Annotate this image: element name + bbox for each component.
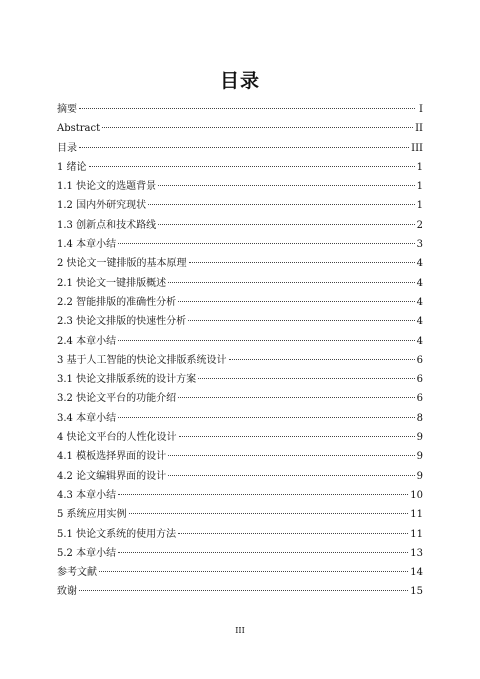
toc-entry-page: II: [415, 123, 423, 135]
toc-entry-page: 10: [410, 489, 423, 501]
toc-entry-page: 4: [416, 258, 423, 270]
dot-leader: [179, 436, 415, 437]
toc-entry-page: 4: [416, 277, 423, 289]
toc-entry-label: 3.4 本章小结: [57, 412, 117, 424]
dot-leader: [129, 513, 409, 514]
toc-entry-label: 3.2 快论文平台的功能介绍: [57, 393, 177, 405]
toc-entry-label: 2.3 快论文排版的快速性分析: [57, 316, 187, 328]
toc-entry-label: 3.1 快论文排版系统的设计方案: [57, 374, 197, 386]
dot-leader: [148, 204, 415, 205]
toc-entry-page: 11: [410, 528, 423, 540]
toc-entry-page: 1: [416, 200, 423, 212]
toc-entry-label: 1 绪论: [57, 161, 87, 173]
dot-leader: [198, 378, 415, 379]
toc-entry[interactable]: [57, 139, 423, 158]
toc-entry[interactable]: [57, 370, 423, 389]
toc-entry[interactable]: [57, 486, 423, 505]
toc-entry[interactable]: [57, 100, 423, 119]
toc-entry[interactable]: [57, 389, 423, 408]
toc-entry[interactable]: [57, 254, 423, 273]
dot-leader: [102, 127, 413, 128]
toc-entry-label: 1.3 创新点和技术路线: [57, 219, 157, 231]
toc-entry-page: 3: [416, 239, 423, 251]
toc-entry[interactable]: [57, 216, 423, 235]
toc-entry-page: 8: [416, 412, 423, 424]
dot-leader: [188, 320, 415, 321]
toc-entry-label: 1.2 国内外研究现状: [57, 200, 147, 212]
dot-leader: [79, 108, 415, 109]
toc-entry[interactable]: [57, 428, 423, 447]
toc-entry-label: 5 系统应用实例: [57, 509, 127, 521]
toc-entry-label: 4 快论文平台的人性化设计: [57, 432, 177, 444]
toc-entry-label: 4.2 论文编辑界面的设计: [57, 470, 167, 482]
toc-entry-label: 2.4 本章小结: [57, 335, 117, 347]
toc-entry-page: 14: [410, 567, 423, 579]
toc-entry-label: Abstract: [57, 123, 101, 135]
toc-entry[interactable]: [57, 119, 423, 138]
toc-entry-page: 1: [416, 161, 423, 173]
toc-entry-page: 4: [416, 335, 423, 347]
toc-entry[interactable]: [57, 467, 423, 486]
dot-leader: [229, 359, 415, 360]
toc-entry[interactable]: [57, 274, 423, 293]
dot-leader: [79, 590, 408, 591]
toc-entry[interactable]: [57, 351, 423, 370]
toc-entry[interactable]: [57, 158, 423, 177]
toc-entry-page: III: [411, 142, 423, 154]
dot-leader: [178, 397, 415, 398]
toc-entry-page: 6: [416, 393, 423, 405]
toc-entry[interactable]: [57, 312, 423, 331]
toc-entry-label: 致谢: [57, 586, 77, 598]
toc-entry-page: 1: [416, 181, 423, 193]
toc-entry[interactable]: [57, 196, 423, 215]
toc-entry-label: 摘要: [57, 104, 77, 115]
toc-entry-page: 9: [416, 451, 423, 463]
toc-entry-page: I: [419, 104, 423, 115]
toc-entry-page: 9: [416, 470, 423, 482]
toc-entry[interactable]: [57, 505, 423, 524]
toc-entry[interactable]: [57, 447, 423, 466]
table-of-contents: [57, 100, 423, 602]
toc-entry-page: 11: [410, 509, 423, 521]
toc-entry-page: 2: [416, 219, 423, 231]
toc-entry[interactable]: [57, 582, 423, 601]
dot-leader: [168, 455, 415, 456]
toc-entry-label: 3 基于人工智能的快论文排版系统设计: [57, 354, 227, 366]
toc-entry-label: 目录: [57, 142, 77, 154]
dot-leader: [158, 224, 415, 225]
dot-leader: [168, 282, 415, 283]
page-title: 目录: [219, 70, 260, 92]
toc-entry-label: 4.1 模板选择界面的设计: [57, 451, 167, 463]
dot-leader: [79, 147, 409, 148]
toc-entry-page: 15: [410, 586, 423, 598]
dot-leader: [118, 243, 415, 244]
dot-leader: [158, 185, 415, 186]
dot-leader: [118, 494, 408, 495]
toc-entry[interactable]: [57, 563, 423, 582]
toc-entry[interactable]: [57, 235, 423, 254]
dot-leader: [118, 340, 415, 341]
toc-entry-label: 2 快论文一键排版的基本原理: [57, 258, 187, 270]
toc-entry-page: 4: [416, 296, 423, 308]
dot-leader: [118, 417, 415, 418]
toc-entry[interactable]: [57, 544, 423, 563]
toc-entry[interactable]: [57, 409, 423, 428]
toc-entry-label: 2.1 快论文一键排版概述: [57, 277, 167, 289]
dot-leader: [168, 475, 415, 476]
toc-entry-label: 2.2 智能排版的准确性分析: [57, 296, 177, 308]
toc-entry-label: 1.1 快论文的选题背景: [57, 181, 157, 193]
toc-entry[interactable]: [57, 332, 423, 351]
page-number-footer: III: [235, 626, 245, 635]
toc-entry-label: 5.2 本章小结: [57, 547, 117, 559]
toc-entry-label: 5.1 快论文系统的使用方法: [57, 528, 177, 540]
toc-entry[interactable]: [57, 177, 423, 196]
dot-leader: [99, 571, 408, 572]
dot-leader: [178, 533, 408, 534]
toc-entry[interactable]: [57, 525, 423, 544]
dot-leader: [178, 301, 415, 302]
toc-entry-page: 13: [410, 547, 423, 559]
toc-entry[interactable]: [57, 293, 423, 312]
toc-entry-label: 1.4 本章小结: [57, 239, 117, 251]
toc-entry-page: 6: [416, 354, 423, 366]
toc-entry-page: 9: [416, 432, 423, 444]
toc-entry-label: 4.3 本章小结: [57, 489, 117, 501]
dot-leader: [89, 166, 415, 167]
dot-leader: [118, 552, 408, 553]
toc-entry-page: 6: [416, 374, 423, 386]
dot-leader: [189, 262, 415, 263]
toc-entry-page: 4: [416, 316, 423, 328]
toc-entry-label: 参考文献: [57, 567, 97, 579]
